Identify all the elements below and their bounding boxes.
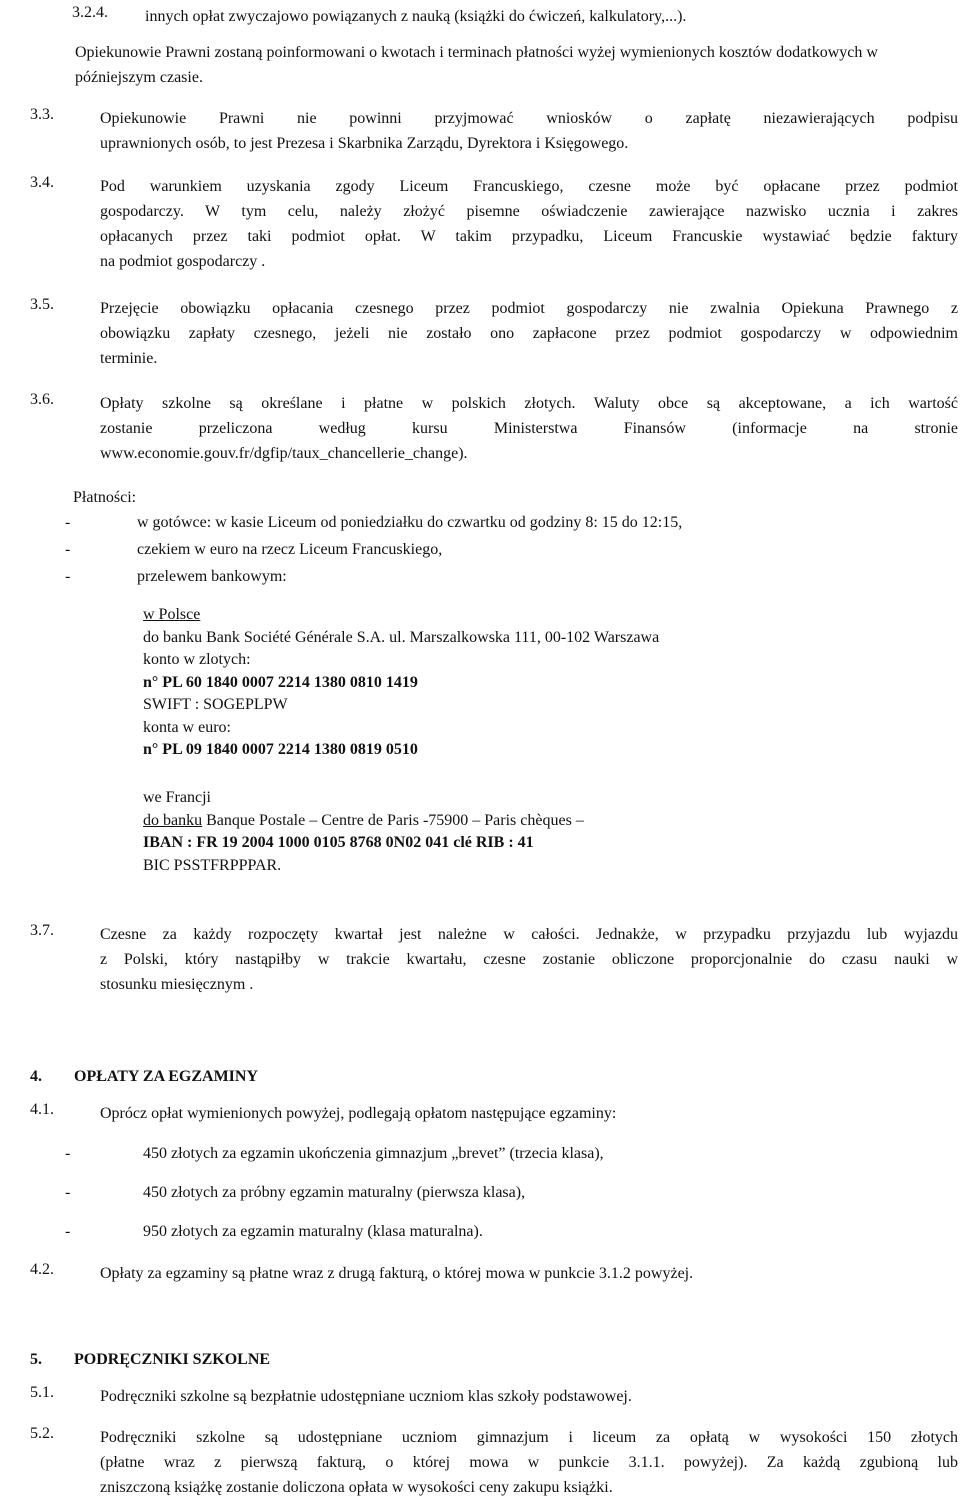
pln-account-number: n° PL 60 1840 0007 2214 1380 0810 1419 xyxy=(143,673,418,691)
item-number: 3.7. xyxy=(30,922,54,939)
eur-account-label: konta w euro: xyxy=(143,718,231,736)
item-text: Opłaty za egzaminy są płatne wraz z drugą fakturą, o której mowa w punkcie 3.1.2 powyżej. xyxy=(100,1265,694,1282)
item-text: innych opłat zwyczajowo powiązanych z nauką (książki do ćwiczeń, kalkulatory,...). xyxy=(145,8,687,25)
france-label: we Francji xyxy=(143,789,211,806)
item-text: Czesne za każdy rozpoczęty kwartał jest należne w całości. Jednakże, w przypadku przyjazdu lub wyjazdu z Polski, który nastąpiłby w trakcie kwartału, czesne zostanie obliczone proporcjonalnie do czasu nauki w stosunku miesięcznym . xyxy=(100,926,958,993)
poland-label: w Polsce xyxy=(143,606,201,623)
item-text: Pod warunkiem uzyskania zgody Liceum Francuskiego, czesne może być opłacane przez podmiot gospodarczy. W tym celu, należy złożyć pisemne oświadczenie zawierające nazwisko ucznia i zakres opłacanych przez taki podmiot opłat. W takim przypadku, Liceum Francuskie wystawiać będzie faktury na podmiot gospodarczy . xyxy=(100,178,958,270)
item-text: Opiekunowie Prawni nie powinni przyjmować wniosków o zapłatę niezawierających podpisu uprawnionych osób, to jest Prezesa i Skarbnika Zarządu, Dyrektora i Księgowego. xyxy=(100,110,958,152)
pln-account-label: konto w zlotych: xyxy=(143,651,251,668)
eur-account-number: n° PL 09 1840 0007 2214 1380 0819 0510 xyxy=(143,741,418,758)
bic-code: BIC PSSTFRPPPAR. xyxy=(143,856,282,874)
item-number: 4.1. xyxy=(30,1101,54,1118)
item-number: 3.2.4. xyxy=(72,4,108,21)
bank-details-poland xyxy=(143,604,943,762)
bank-details-france xyxy=(143,787,943,877)
item-text: Podręczniki szkolne są udostępniane uczniom gimnazjum i liceum za opłatą w wysokości 150 złotych (płatne wraz z pierwszą fakturą, o której mowa w punkcie 3.1.1. powyżej). Za każdą zgubioną lub zniszczoną książkę zostanie doliczona opłata w wysokości ceny zakupu książki. xyxy=(100,1429,958,1496)
item-text: Opłaty szkolne są określane i płatne w polskich złotych. Waluty obce są akceptowane, a ich wartość zostanie przeliczona według kursu Ministerstwa Finansów (informacje na stronie www.economie.gouv.fr/dgfip/taux_chancellerie_change). xyxy=(100,395,958,462)
poland-bank: do banku Bank Société Générale S.A. ul. Marszalkowska 111, 00-102 Warszawa xyxy=(143,628,660,646)
additional-costs-note: Opiekunowie Prawni zostaną poinformowani o kwotach i terminach płatności wyżej wymienionych kosztów dodatkowych w późniejszym czasie. xyxy=(75,44,878,86)
item-text: Przejęcie obowiązku opłacania czesnego przez podmiot gospodarczy nie zwalnia Opiekuna Prawnego z obowiązku zapłaty czesnego, jeżeli nie zostało ono zapłacone przez podmiot gospodarczy w odpowiednim terminie. xyxy=(100,300,958,367)
iban-number: IBAN : FR 19 2004 1000 0105 8768 0N02 041 clé RIB : 41 xyxy=(143,834,534,851)
item-number: 3.4. xyxy=(30,174,54,191)
item-text: Podręczniki szkolne są bezpłatnie udostępniane uczniom klas szkoły podstawowej. xyxy=(100,1388,632,1405)
item-number: 5.1. xyxy=(30,1384,54,1401)
item-number: 3.6. xyxy=(30,391,54,408)
item-number: 5.2. xyxy=(30,1425,54,1442)
item-number: 3.3. xyxy=(30,106,54,123)
item-text: Oprócz opłat wymienionych powyżej, podlegają opłatom następujące egzaminy: xyxy=(100,1105,617,1122)
item-number: 4.2. xyxy=(30,1261,54,1278)
document-page: 3.2.4. innych opłat zwyczajowo powiązanych z nauką (książki do ćwiczeń, kalkulatory,...). Opiekunowie Prawni zostaną poinformowani o kwotach i terminach płatności wyżej wymienionych kosztów dodatkowych w późniejszym czasie. 3.3. Opiekunowie Prawni nie powinni przyjmować wniosków o zapłatę niezawierających podpisu uprawnionych osób, to jest Prezesa i Skarbnika Zarządu, Dyrektora i Księgowego. 3.4. Pod warunkiem uzyskania zgody Liceum Francuskiego, czesne może być opłacane przez podmiot gospodarczy. W tym celu, należy złożyć pisemne oświadczenie zawierające nazwisko ucznia i zakres opłacanych przez taki podmiot opłat. W takim przypadku, Liceum Francuskie wystawiać będzie faktury na podmiot gospodarczy . 3.5. Przejęcie obowiązku opłacania czesnego przez podmiot gospodarczy nie zwalnia Opiekuna Prawnego z obowiązku zapłaty czesnego, jeżeli nie zostało ono zapłacone przez podmiot gospodarczy w odpowiednim terminie. 3.6. Opłaty szkolne są określane i płatne w polskich złotych. Waluty obce są akceptowane, a ich wartość zostanie przeliczona według kursu Ministerstwa Finansów (informacje na stronie www.economie.gouv.fr/dgfip/taux_chancellerie_change). Płatności: - w gotówce: w kasie Liceum od poniedziałku do czwartku od godziny 8: 15 do 12:15, - czekiem w euro na rzecz Liceum Francuskiego, - przelewem bankowym: w Polsce do banku Bank Société Générale S.A. ul. Marszalkowska 111, 00-102 Warszawa konto w zlotych: n° PL 60 1840 0007 2214 1380 0810 1419 SWIFT : SOGEPLPW konta w euro: n° PL 09 1840 0007 2214 1380 0819 0510 we Francji do banku Banque Postale – Centre de Paris -75900 – Paris chèques – IBAN : FR 19 2004 1000 0105 8768 0N02 041 clé RIB : 41 BIC PSSTFRPPPAR. 3.7. Czesne za każdy rozpoczęty kwartał jest należne w całości. Jednakże, w przypadku przyjazdu lub wyjazdu z Polski, który nastąpiłby w trakcie kwartału, czesne zostanie obliczone proporcjonalnie do czasu nauki w stosunku miesięcznym . 4. OPŁATY ZA EGZAMINY 4.1. Oprócz opłat wymienionych powyżej, podlegają opłatom następujące egzaminy: - 450 złotych za egzamin ukończenia gimnazjum „brevet” (trzecia klasa), - 450 złotych za próbny egzamin maturalny (pierwsza klasa), - 950 złotych za egzamin maturalny (klasa maturalna). 4.2. Opłaty za egzaminy są płatne wraz z drugą fakturą, o której mowa w punkcie 3.1.2 powyżej. 5. PODRĘCZNIKI SZKOLNE 5.1. Podręczniki szkolne są bezpłatnie udostępniane uczniom klas szkoły podstawowej. 5.2. Podręczniki szkolne są udostępniane uczniom gimnazjum i liceum za opłatą w wysokości 150 złotych (płatne wraz z pierwszą fakturą, o której mowa w punkcie 3.1.1. powyżej). Za każdą zgubioną lub zniszczoną książkę zostanie doliczona opłata w wysokości ceny zakupu książki. xyxy=(0,0,960,1505)
payments-heading: Płatności: xyxy=(73,489,137,506)
swift-code: SWIFT : SOGEPLPW xyxy=(143,696,288,713)
item-number: 3.5. xyxy=(30,296,54,313)
france-bank: do banku Banque Postale – Centre de Paris -75900 – Paris chèques – xyxy=(143,811,584,829)
